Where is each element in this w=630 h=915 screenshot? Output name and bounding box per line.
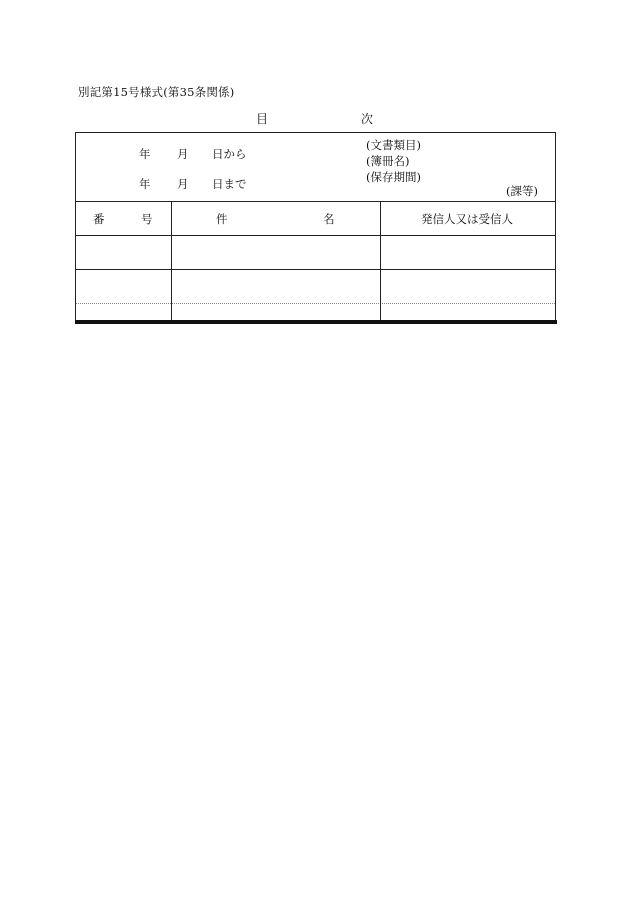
retention-label: (保存期間) bbox=[366, 170, 421, 184]
row-2-party-cell bbox=[381, 270, 555, 303]
column-header-subject-2: 名 bbox=[323, 212, 335, 226]
ledger-name-label: (簿冊名) bbox=[366, 154, 410, 168]
period-to-month: 月 bbox=[177, 177, 189, 191]
period-from-year: 年 bbox=[139, 147, 151, 161]
row-2-number-cell bbox=[76, 270, 171, 303]
page-title-char-1: 目 bbox=[256, 112, 269, 126]
section-label: (課等) bbox=[506, 184, 538, 198]
period-from-month: 月 bbox=[177, 147, 189, 161]
form-label: 別記第15号様式(第35条関係) bbox=[78, 85, 235, 99]
column-header-number-1: 番 bbox=[93, 212, 105, 226]
column-header-subject-1: 件 bbox=[216, 212, 228, 226]
period-to-day: 日まで bbox=[212, 177, 247, 191]
header-divider bbox=[76, 201, 555, 202]
page-title-char-2: 次 bbox=[361, 112, 374, 126]
period-to-year: 年 bbox=[139, 177, 151, 191]
row-1-party-cell bbox=[381, 236, 555, 269]
table-bottom-rule bbox=[75, 320, 557, 324]
row-dotted-divider bbox=[76, 303, 555, 304]
row-2-subject-cell bbox=[172, 270, 380, 303]
index-table-frame bbox=[75, 132, 556, 322]
period-from-day: 日から bbox=[212, 147, 247, 161]
row-1-subject-cell bbox=[172, 236, 380, 269]
column-header-party: 発信人又は受信人 bbox=[421, 212, 513, 226]
doc-type-label: (文書類目) bbox=[366, 138, 421, 152]
column-header-number-2: 号 bbox=[141, 212, 153, 226]
row-1-number-cell bbox=[76, 236, 171, 269]
